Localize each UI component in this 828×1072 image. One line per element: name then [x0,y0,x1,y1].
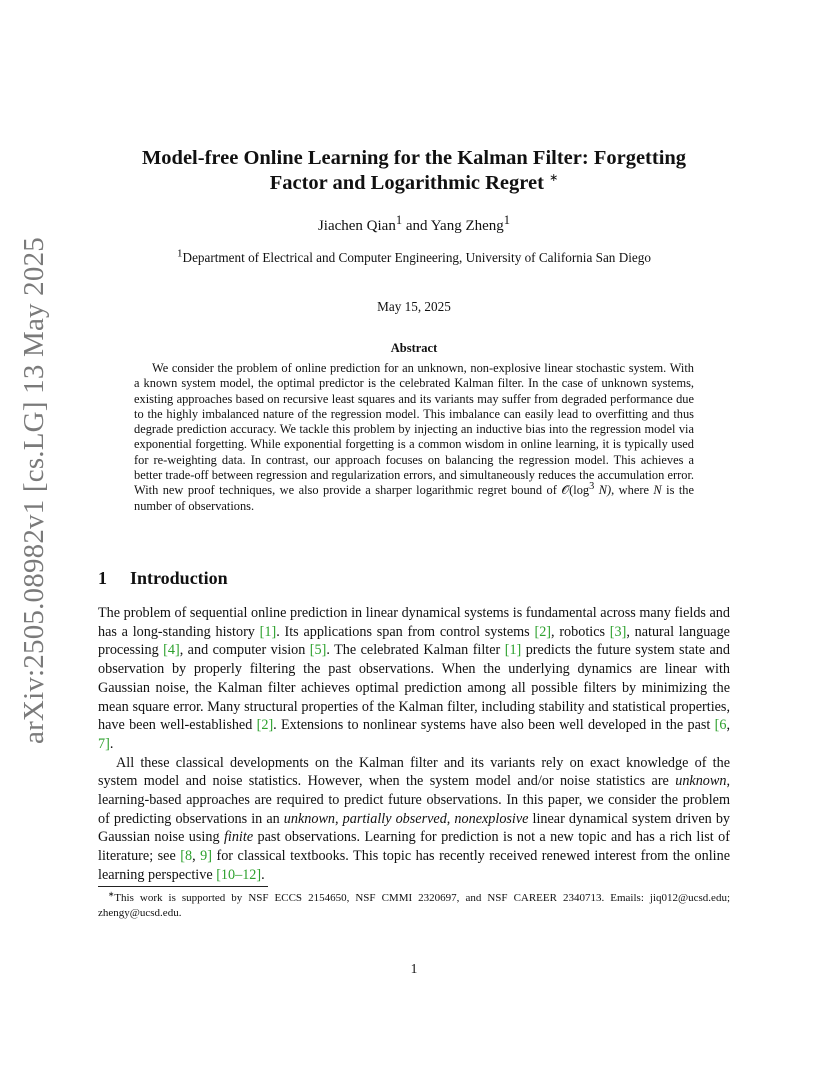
author-conjunction: and [405,218,428,234]
text-run: past observations. Learning for prediction is not a new topic and has a rich list of literature; see [98,829,730,865]
author-1: Jiachen Qian [317,218,396,234]
footnote-mark: ∗ [108,889,115,899]
emphasis: nonexplosive [454,810,529,827]
footnote [98,891,730,921]
abstract-body [134,361,694,514]
author-2-affil: 1 [503,213,511,227]
text-run: , [192,848,201,865]
affiliation-text: Department of Electrical and Computer Engineering, University of California San Diego [182,250,651,265]
title-footnote-mark[interactable]: ∗ [549,172,559,185]
title-line-1: Model-free Online Learning for the Kalman Filter: Forgetting [141,147,687,169]
page-number: 1 [410,961,418,976]
introduction-body [98,604,730,885]
text-run: , learning-based approaches are required to predict future observations. In this paper, we consider the problem of predicting observations in an [98,773,730,827]
emphasis: finite [223,829,254,846]
text-run: , [446,810,455,827]
citation-link[interactable]: 9] [200,848,212,865]
section-heading [98,568,730,589]
emphasis: unknown [675,773,727,790]
footnote-rule [98,886,268,887]
section-number: 1 [98,568,107,588]
text-run: linear dynamical system driven by Gaussian noise using [98,810,731,846]
math-N: N) [594,483,612,498]
citation-link[interactable]: [2] [534,623,552,640]
math-exponent: 3 [589,481,595,493]
paper-title [98,146,730,196]
text-run: , [335,810,343,827]
text-run: , and computer vision [179,642,310,659]
affiliation-mark: 1 [177,247,183,260]
intro-paragraph-1 [98,604,730,754]
abstract-text-1: We consider the problem of online prediction for an unknown, non-explosive linear stochastic system. With a known system model, the optimal predictor is the celebrated Kalman filter. In the case of unknown systems, existing approaches based on recursive least squares and its variants may suffer from degraded performance due to the highly imbalanced nature of the regression model. This imbalance can easily lead to overfitting and thus degrade prediction accuracy. We tackle this problem by injecting an inductive bias into the regression model via exponential forgetting. While exponential forgetting is a common wisdom in online learning, it is typically used for re-weighting data. In contrast, our approach focuses on balancing the regression model. This achieves a better trade-off between regression and regularization errors, and simultaneously reduces the accumulation error. With new proof techniques, we also provide a sharper logarithmic regret bound of [134,361,694,498]
footnote-text: This work is supported by NSF ECCS 2154650, NSF CMMI 2320697, and NSF CAREER 2340713. Emails: jiq012@ucsd.edu; zhengy@ucsd.edu. [98,892,730,919]
text-run: . [109,735,114,752]
math-N-2: N [653,483,662,498]
text-run: for classical textbooks. This topic has recently received renewed interest from the online learning perspective [98,848,730,883]
text-run: . Its applications span from control systems [276,623,535,640]
citation-link[interactable]: [8 [180,848,193,865]
text-run: The problem of sequential online prediction in linear dynamical systems is fundamental across many fields and has a long-standing history [98,605,730,640]
text-run: . [261,866,265,883]
affiliation [98,247,730,266]
paper-date: May 15, 2025 [377,299,451,314]
text-run: . The celebrated Kalman filter [326,642,505,659]
text-run: All these classical developments on the Kalman filter and its variants rely on exact knowledge of the system model and noise statistics. However, when the system model and/or noise statistics are [98,754,730,790]
section-title: Introduction [130,568,228,588]
arxiv-watermark-text: arXiv:2505.08982v1 [cs.LG] 13 May 2025 [17,236,50,744]
citation-link[interactable]: [6 [714,717,727,734]
text-run: , natural language processing [98,623,730,659]
abstract-text-2: , where [611,483,654,498]
citation-link[interactable]: [5] [309,642,327,659]
citation-link[interactable]: [2] [256,717,274,734]
citation-link[interactable]: [1] [504,642,522,659]
author-1-affil: 1 [395,213,403,227]
abstract-text-3: is the number of observations. [134,483,694,513]
emphasis: partially observed [342,810,447,827]
citation-link[interactable]: [4] [163,642,180,659]
text-run: . Extensions to nonlinear systems have also been well developed in the past [273,717,715,734]
math-O: 𝒪(log [561,483,590,498]
author-list [98,213,730,235]
text-run: , robotics [551,623,610,640]
author-2: Yang Zheng [430,218,504,234]
text-run: predicts the future system state and observation by properly filtering the past observations. When the underlying dynamics are linear with Gaussian noise, the Kalman filter achieves optimal prediction among all possible filters by minimizing the mean square error. Many structural properties of the Kalman filter, including stability and statistical properties, have been well-established [98,642,730,734]
text-run: , [726,717,730,734]
title-line-2: Factor and Logarithmic Regret [269,172,544,194]
arxiv-watermark [14,236,54,744]
abstract-heading: Abstract [390,341,438,355]
citation-link[interactable]: [10–12] [216,866,262,883]
citation-link[interactable]: 7] [98,735,110,752]
emphasis: unknown [283,810,336,827]
citation-link[interactable]: [1] [259,623,277,640]
citation-link[interactable]: [3] [609,623,627,640]
intro-paragraph-2 [98,754,730,885]
